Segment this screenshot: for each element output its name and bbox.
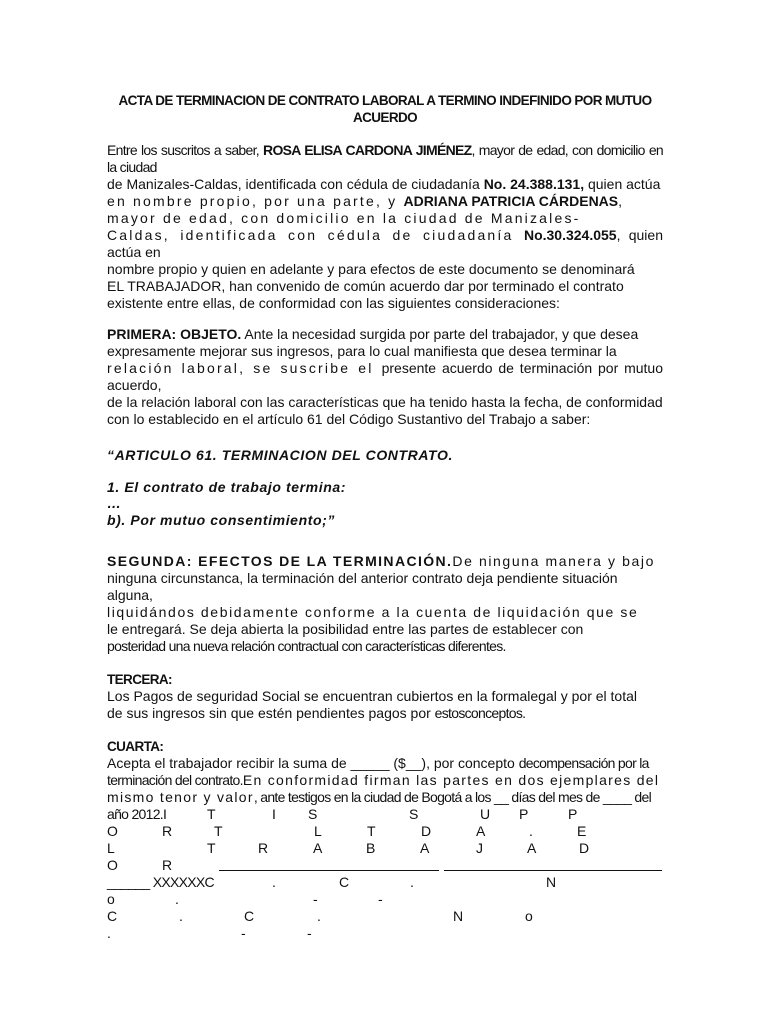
cuarta-clause: CUARTA: Acepta el trabajador recibir la suma de _____ ($__), por concepto decompensación por la terminación del contrato.En conformidad firman las partes en dos ejemplares del mismo tenor y valor, ante testigos en la ciudad de Bogotá a los __ días del mes de ____ del [107, 738, 663, 806]
party-1-name: ROSA ELISA CARDONA JIMÉNEZ [263, 142, 472, 158]
article-line-1: 1. El contrato de trabajo termina: [107, 479, 346, 495]
document-title: ACTA DE TERMINACION DE CONTRATO LABORAL A TERMINO INDEFINIDO POR MUTUO ACUERDO [118, 93, 652, 125]
article-title: “ARTICULO 61. TERMINACION DEL CONTRATO. [107, 447, 453, 463]
signature-line-2 [444, 870, 662, 871]
primera-heading: PRIMERA: OBJETO. [107, 326, 242, 342]
party-1-id: No. 24.388.131, [483, 176, 585, 192]
article-line-2: b). Por mutuo consentimiento;” [107, 512, 335, 528]
article-ellipsis: … [107, 495, 122, 511]
signature-line-1 [219, 870, 439, 871]
party-2-name: ADRIANA PATRICIA CÁRDENAS [403, 193, 619, 209]
segunda-heading: SEGUNDA: EFECTOS DE LA TERMINACIÓN. [107, 553, 453, 569]
primera-clause: PRIMERA: OBJETO. Ante la necesidad surgida por parte del trabajador, y que desea expresamente mejorar sus ingresos, para lo cual manifiesta que desea terminar la relación laboral, se suscribe el presente acuerdo de terminación por mutuo acuerdo, de la relación laboral con las características que ha tenido hasta la fecha, de conformidad con lo establecido en el artículo 61 del Código Sustantivo del Trabajo a saber: [107, 326, 664, 427]
date-year: año 2012.I [107, 806, 167, 822]
signature-block: año 2012.I T I S S U P P O R T L T D A . E L T R A B A J A D O R ______ XXXXXXC . C . N o . - - C . C . N o . - - [107, 806, 663, 942]
party-2-id: No.30.324.055 [523, 227, 617, 243]
cuarta-heading: CUARTA: [107, 739, 164, 754]
segunda-clause: SEGUNDA: EFECTOS DE LA TERMINACIÓN.De ninguna manera y bajo ninguna circunstanca, la terminación del anterior contrato deja pendiente situación alguna, liquidándos debidamente conforme a la cuenta de liquidación que se le entregará. Se deja abierta la posibilidad entre las partes de establecer con posteridad una nueva relación contractual con características diferentes. [107, 553, 655, 654]
article-quote [107, 446, 663, 529]
intro-paragraph: Entre los suscritos a saber, ROSA ELISA CARDONA JIMÉNEZ, mayor de edad, con domicilio en la ciudad de Manizales-Caldas, identificada con cédula de ciudadanía No. 24.388.131, quien actúa en nombre propio, por una parte, y ADRIANA PATRICIA CÁRDENAS, mayor de edad, con domicilio en la ciudad de Manizales- Caldas, identificada con cédula de ciudadanía No.30.324.055, quien actúa en nombre propio y quien en adelante y para efectos de este documento se denominará EL TRABAJADOR, han convenido de común acuerdo dar por terminado el contrato existente entre ellas, de conformidad con las siguientes consideraciones: [107, 142, 663, 311]
tercera-clause: TERCERA: Los Pagos de seguridad Social se encuentran cubiertos en la formalegal y por el total de sus ingresos sin que estén pendientes pagos por estosconceptos. [107, 671, 663, 722]
document-page [107, 92, 663, 942]
tercera-heading: TERCERA: [107, 672, 172, 687]
